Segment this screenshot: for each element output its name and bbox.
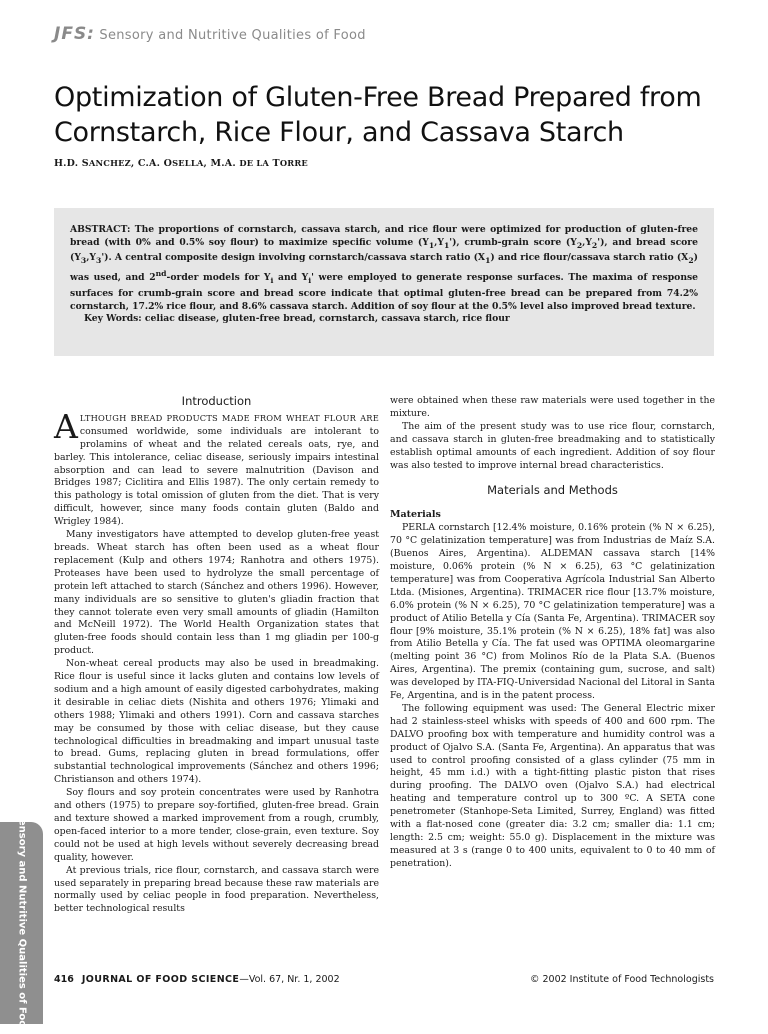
intro-paragraph-continued: were obtained when these raw materials were used together in the mixture. [390, 395, 715, 419]
volume-info: —Vol. 67, Nr. 1, 2002 [239, 974, 340, 985]
right-column [390, 395, 715, 871]
intro-paragraph: Many investigators have attempted to develop gluten-free yeast breads. Wheat starch has often been used as a wheat flour replacement (Kulp and others 1974; Ranhotra and others 1975). Proteases have been used to hydrolyze the small percentage of protein left attached to starch (Sánchez and others 1996). However, many individuals are so sensitive to gluten's gliadin fraction that they cannot tolerate even very small amounts of gliadin (Hamilton and McNeill 1972). The World Health Organization states that gluten-free foods should contain less than 1 mg gliadin per 100-g product. [54, 529, 379, 657]
intro-paragraph: Non-wheat cereal products may also be used in breadmaking. Rice flour is useful since it lacks gluten and contains low levels of sodium and a high amount of easily digested carbohydrates, making it desirable in celiac diets (Nishita and others 1976; Ylimaki and others 1988; Ylimaki and others 1991). Corn and cassava starches may be consumed by those with celiac disease, but they cause technological difficulties in breadmaking and impart unusual taste to bread. Gums, replacing gluten in bread formulations, offer substantial technological improvements (Sánchez and others 1996; Christianson and others 1974). [54, 658, 379, 786]
running-head [54, 24, 366, 44]
journal-name: JOURNAL OF FOOD SCIENCE [81, 974, 240, 985]
intro-paragraph: ALTHOUGH BREAD PRODUCTS MADE FROM WHEAT FLOUR ARE consumed worldwide, some individuals are intolerant to prolamins of wheat and the related cereals oats, rye, and barley. This intolerance, celiac disease, seriously impairs intestinal absorption and can lead to severe malnutrition (Davison and Bridges 1987; Ciclitira and Ellis 1987). The only certain remedy to this pathology is total omission of gluten from the diet. That is very difficult, however, since many foods contain gluten (Baldo and Wrigley 1984). [54, 406, 379, 528]
journal-abbr: JFS: [54, 24, 95, 44]
introduction-heading: Introduction [181, 394, 252, 408]
drop-cap: A [54, 406, 78, 446]
intro-lead-caps: LTHOUGH BREAD PRODUCTS MADE FROM WHEAT FLOUR ARE [79, 412, 379, 423]
section-name: Sensory and Nutritive Qualities of Food [99, 28, 366, 43]
materials-subheading: Materials [390, 509, 441, 521]
intro-paragraph: At previous trials, rice flour, cornstarch, and cassava starch were used separately in preparing bread because these raw materials are normally used by celiac people in food preparation. Nevertheless, better technological results [54, 864, 379, 915]
copyright: © 2002 Institute of Food Technologists [529, 974, 714, 985]
intro-paragraph: Soy flours and soy protein concentrates were used by Ranhotra and others (1975) to prepare soy-fortified, gluten-free bread. Grain and texture showed a marked improvement from a rough, crumbly, open-faced interior to a more tender, close-grain, even texture. Soy could not be used at high levels without severely decreasing bread quality, however. [54, 787, 379, 863]
methods-heading: Materials and Methods [487, 483, 618, 498]
side-tab-label: Sensory and Nutritive Qualities of Food [16, 811, 27, 1034]
methods-paragraph: PERLA cornstarch [12.4% moisture, 0.16% protein (% N × 6.25), 70 °C gelatinization temperature] was from Industrias de Maíz S.A. (Buenos Aires, Argentina). ALDEMAN cassava starch [14% moisture, 0.06% protein (% N × 6.25), 63 °C gelatinization temperature] was from Cooperativa Agrícola Industrial San Alberto Ltda. (Misiones, Argentina). TRIMACER rice flour [13.7% moisture, 6.0% protein (% N × 6.25), 70 °C gelatinization temperature] was a product of Atilio Betella y Cía (Santa Fe, Argentina). TRIMACER soy flour [9% moisture, 35.1% protein (% N × 6.25), 18% fat] was also from Atilio Betella y Cía. The fat used was OPTIMA oleomargarine (melting point 36 °C) from Molinos Río de la Plata S.A. (Buenos Aires, Argentina). The premix (containing gum, sucrose, and salt) was developed by ITA-FIQ-Universidad Nacional del Litoral in Santa Fe, Argentina, and is in the patent process. [390, 522, 715, 702]
page-number: 416 [54, 974, 74, 985]
side-section-tab [0, 811, 43, 1034]
intro-paragraph: The aim of the present study was to use rice flour, cornstarch, and cassava starch in gluten-free breadmaking and to statistically establish optimal amounts of each ingredient. Addition of soy flour was also tested to improve internal bread characteristics. [390, 420, 715, 471]
article-title: Optimization of Gluten-Free Bread Prepared from Cornstarch, Rice Flour, and Cassava Starch [54, 82, 702, 148]
footer-journal [54, 974, 340, 985]
left-column [54, 395, 379, 916]
abstract-text: ABSTRACT: The proportions of cornstarch, cassava starch, and rice flour were optimized for production of gluten-free bread (with 0% and 0.5% soy flour) to maximize specific volume $(Y_1,Y_1')$, crumb-grain score $(Y_2,Y_2')$, and bread score $(Y_3,Y_3')$. A central composite design involving cornstarch/cassava starch ratio $(X_1)$ and rice flour/cassava starch ratio $(X_2)$ was used, and 2nd-order models for $Y_i$ and $Y_i'$ were employed to generate response surfaces. The maxima of response surfaces for crumb-grain score and bread score indicate that optimal gluten-free bread can be prepared from 74.2% cornstarch, 17.2% rice flour, and 8.6% cassava starch. Addition of soy flour at the 0.5% level also improved bread texture. [70, 224, 699, 312]
keywords: Key Words: celiac disease, gluten-free bread, cornstarch, cassava starch, rice flour [84, 313, 510, 325]
authors: H.D. SANCHEZ, C.A. OSELLA, M.A. DE LA TORRE [54, 158, 308, 169]
methods-paragraph: The following equipment was used: The General Electric mixer had 2 stainless-steel whisks with speeds of 400 and 600 rpm. The DALVO proofing box with temperature and humidity control was a product of Ojalvo S.A. (Santa Fe, Argentina). An apparatus that was used to control proofing consisted of a glass cylinder (75 mm in height, 45 mm i.d.) with a tight-fitting plastic piston that rises during proofing. The DALVO oven (Ojalvo S.A.) had electrical heating and temperature control up to 300 ºC. A SETA cone penetrometer (Stanhope-Seta Limited, Surrey, England) was fitted with a flat-nosed cone (greater dia: 3.2 cm; smaller dia: 1.1 cm; length: 2.5 cm; weight: 55.0 g). Displacement in the mixture was measured at 3 s (range 0 to 400 units, equivalent to 0 to 40 mm of penetration). [390, 702, 715, 869]
abstract-box [54, 208, 714, 356]
